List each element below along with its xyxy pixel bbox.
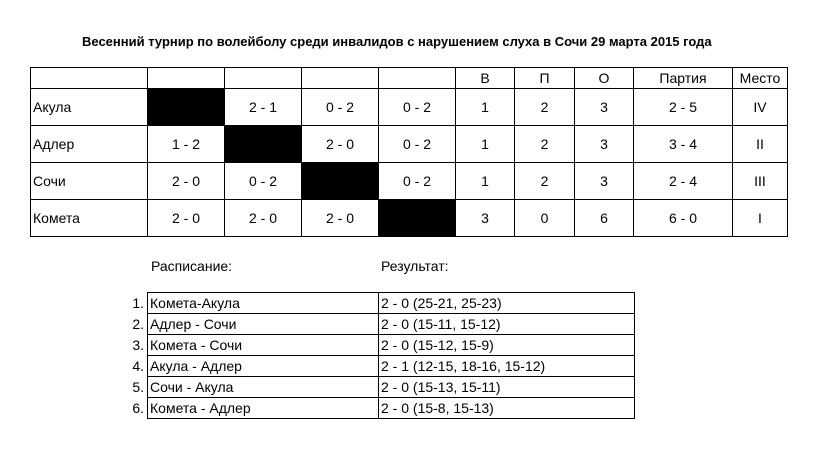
- points-cell: 3: [575, 163, 634, 200]
- score-cell: 2 - 0: [225, 200, 302, 237]
- table-row: [31, 89, 788, 126]
- header-cell: [302, 68, 379, 89]
- standings-table: [30, 67, 788, 237]
- header-cell: [379, 68, 456, 89]
- self-match-cell: [225, 126, 302, 163]
- match-number: 4.: [132, 358, 144, 374]
- self-match-cell: [148, 89, 225, 126]
- losses-cell: 2: [515, 89, 575, 126]
- losses-cell: 0: [515, 200, 575, 237]
- team-name: Акула: [31, 89, 148, 126]
- list-item: [124, 398, 635, 419]
- team-name: Адлер: [31, 126, 148, 163]
- match-result: 2 - 0 (15-11, 15-12): [379, 314, 635, 335]
- match-teams: Комета - Адлер: [148, 398, 379, 419]
- self-match-cell: [302, 163, 379, 200]
- table-row: [31, 200, 788, 237]
- self-match-cell: [379, 200, 456, 237]
- page-title: Весенний турнир по волейболу среди инвалидов с нарушением слуха в Сочи 29 марта 2015 года: [82, 34, 712, 49]
- match-teams: Комета-Акула: [148, 293, 379, 314]
- header-cell: [31, 68, 148, 89]
- score-cell: 0 - 2: [379, 163, 456, 200]
- points-cell: 3: [575, 126, 634, 163]
- score-cell: 0 - 2: [379, 89, 456, 126]
- schedule-table: [124, 292, 635, 419]
- losses-cell: 2: [515, 163, 575, 200]
- match-teams: Сочи - Акула: [148, 377, 379, 398]
- result-label: Результат:: [381, 258, 449, 274]
- header-cell: [148, 68, 225, 89]
- score-cell: 2 - 1: [225, 89, 302, 126]
- place-cell: III: [733, 163, 788, 200]
- sets-cell: 3 - 4: [634, 126, 733, 163]
- match-teams: Комета - Сочи: [148, 335, 379, 356]
- team-name: Сочи: [31, 163, 148, 200]
- score-cell: 2 - 0: [302, 126, 379, 163]
- score-cell: 0 - 2: [379, 126, 456, 163]
- header-losses: П: [515, 68, 575, 89]
- team-name: Комета: [31, 200, 148, 237]
- standings-header-row: [31, 68, 788, 89]
- wins-cell: 1: [456, 126, 515, 163]
- match-result: 2 - 0 (15-8, 15-13): [379, 398, 635, 419]
- match-teams: Адлер - Сочи: [148, 314, 379, 335]
- match-result: 2 - 0 (15-13, 15-11): [379, 377, 635, 398]
- header-points: О: [575, 68, 634, 89]
- match-result: 2 - 1 (12-15, 18-16, 15-12): [379, 356, 635, 377]
- schedule-label: Расписание:: [151, 258, 233, 274]
- match-teams: Акула - Адлер: [148, 356, 379, 377]
- sets-cell: 6 - 0: [634, 200, 733, 237]
- sets-cell: 2 - 4: [634, 163, 733, 200]
- table-row: [31, 126, 788, 163]
- place-cell: II: [733, 126, 788, 163]
- match-result: 2 - 0 (15-12, 15-9): [379, 335, 635, 356]
- wins-cell: 3: [456, 200, 515, 237]
- list-item: [124, 293, 635, 314]
- score-cell: 1 - 2: [148, 126, 225, 163]
- score-cell: 0 - 2: [302, 89, 379, 126]
- match-number: 3.: [132, 337, 144, 353]
- score-cell: 2 - 0: [302, 200, 379, 237]
- match-result: 2 - 0 (25-21, 25-23): [379, 293, 635, 314]
- losses-cell: 2: [515, 126, 575, 163]
- match-number: 1.: [132, 295, 144, 311]
- match-number: 5.: [132, 379, 144, 395]
- header-sets: Партия: [634, 68, 733, 89]
- table-row: [31, 163, 788, 200]
- place-cell: I: [733, 200, 788, 237]
- points-cell: 6: [575, 200, 634, 237]
- wins-cell: 1: [456, 163, 515, 200]
- score-cell: 0 - 2: [225, 163, 302, 200]
- wins-cell: 1: [456, 89, 515, 126]
- header-place: Место: [733, 68, 788, 89]
- sets-cell: 2 - 5: [634, 89, 733, 126]
- match-number: 6.: [132, 400, 144, 416]
- list-item: [124, 335, 635, 356]
- points-cell: 3: [575, 89, 634, 126]
- list-item: [124, 314, 635, 335]
- list-item: [124, 356, 635, 377]
- header-wins: В: [456, 68, 515, 89]
- match-number: 2.: [132, 316, 144, 332]
- place-cell: IV: [733, 89, 788, 126]
- score-cell: 2 - 0: [148, 163, 225, 200]
- header-cell: [225, 68, 302, 89]
- score-cell: 2 - 0: [148, 200, 225, 237]
- list-item: [124, 377, 635, 398]
